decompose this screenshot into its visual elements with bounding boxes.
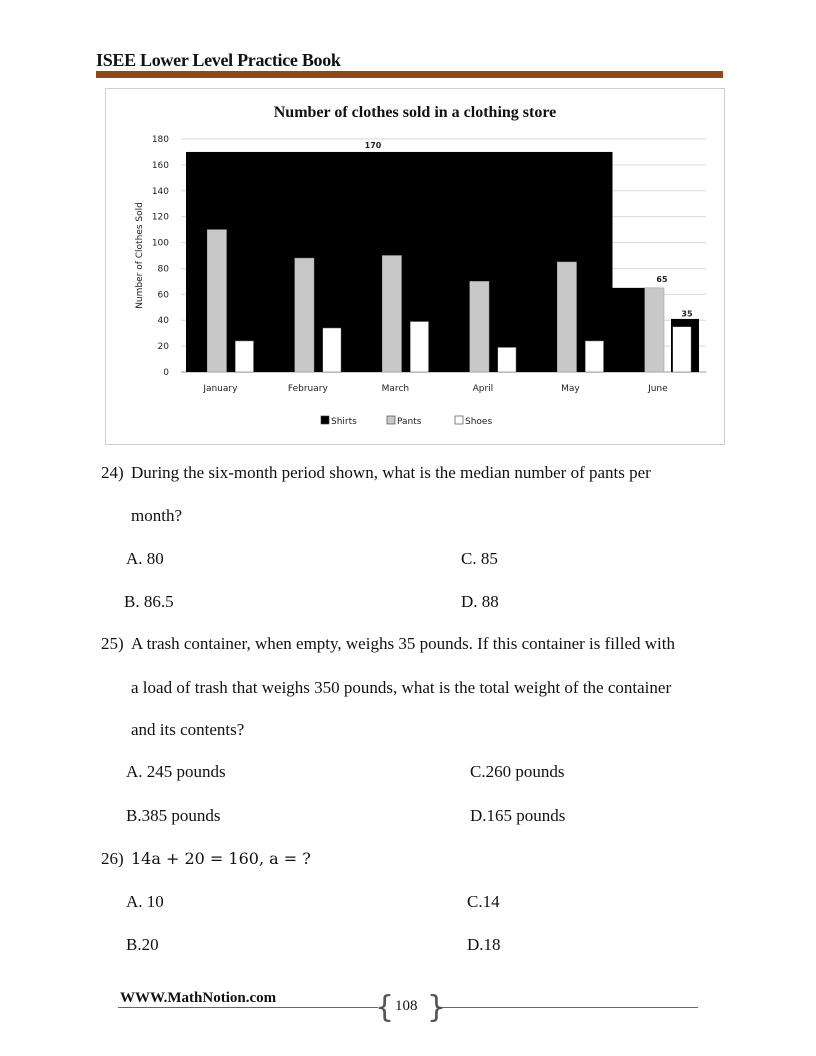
question-24-option-b[interactable]: B. 86.5 bbox=[124, 592, 174, 611]
bar-chart bbox=[105, 88, 725, 445]
question-25-number: 25) bbox=[101, 634, 124, 653]
legend-swatch bbox=[455, 416, 463, 424]
y-tick-label: 180 bbox=[151, 135, 169, 145]
footer-rule-right bbox=[436, 1007, 698, 1008]
question-26-option-c[interactable]: C.14 bbox=[467, 892, 500, 911]
question-26-option-d[interactable]: D.18 bbox=[467, 935, 501, 954]
bar-pants bbox=[470, 281, 489, 372]
legend-swatch bbox=[321, 416, 329, 424]
question-25-option-d[interactable]: D.165 pounds bbox=[470, 806, 566, 825]
bar-shoes bbox=[235, 341, 253, 372]
data-label-june-shirts: 65 bbox=[656, 274, 668, 284]
x-tick-label: June bbox=[648, 384, 668, 394]
page-bracket-left: { bbox=[375, 990, 395, 1025]
x-tick-label: January bbox=[203, 384, 238, 394]
question-25-line3: and its contents? bbox=[131, 720, 245, 739]
legend-label: Pants bbox=[397, 417, 422, 427]
question-24-option-a[interactable]: A. 80 bbox=[126, 549, 164, 568]
x-tick-label: April bbox=[472, 384, 494, 394]
chart-title: Number of clothes sold in a clothing store bbox=[273, 104, 557, 121]
y-tick-label: 0 bbox=[163, 368, 169, 378]
y-axis-title: Number of Clothes Sold bbox=[135, 202, 145, 309]
bar-pants bbox=[207, 230, 226, 372]
bar-shoes bbox=[585, 341, 603, 372]
question-24-option-c[interactable]: C. 85 bbox=[461, 549, 498, 568]
question-26-number: 26) bbox=[101, 849, 124, 868]
question-25-line1: A trash container, when empty, weighs 35 pounds. If this container is filled with bbox=[131, 634, 675, 653]
y-tick-label: 160 bbox=[151, 160, 169, 171]
y-tick-label: 60 bbox=[157, 290, 169, 301]
footer-website: WWW.MathNotion.com bbox=[120, 990, 277, 1006]
legend-label: Shoes bbox=[465, 417, 493, 427]
question-26-equation: 14a + 20 = 160, a = ? bbox=[131, 849, 311, 868]
y-tick-label: 140 bbox=[151, 186, 169, 197]
bar-shoes bbox=[498, 347, 516, 372]
question-24-line1: During the six-month period shown, what is the median number of pants per bbox=[131, 463, 651, 482]
question-26-option-b[interactable]: B.20 bbox=[126, 935, 159, 954]
page-bracket-right: } bbox=[427, 990, 447, 1025]
question-24-option-d[interactable]: D. 88 bbox=[461, 592, 499, 611]
bar-pants bbox=[382, 256, 401, 373]
question-25-option-a[interactable]: A. 245 pounds bbox=[126, 762, 226, 781]
question-25-option-b[interactable]: B.385 pounds bbox=[126, 806, 221, 825]
legend-swatch bbox=[387, 416, 395, 424]
x-tick-label: March bbox=[381, 384, 410, 394]
bar-shoes bbox=[410, 322, 428, 372]
bar-shoes bbox=[323, 328, 341, 372]
y-tick-label: 40 bbox=[157, 316, 169, 327]
data-label-june-shoes: 35 bbox=[681, 309, 693, 319]
bar-pants bbox=[557, 262, 576, 372]
question-26-option-a[interactable]: A. 10 bbox=[126, 892, 164, 911]
bar-pants bbox=[645, 288, 664, 372]
page-header-title: ISEE Lower Level Practice Book bbox=[96, 50, 341, 70]
data-label-shirts: 170 bbox=[364, 140, 382, 150]
chart-svg bbox=[106, 89, 724, 444]
header-rule bbox=[96, 71, 723, 78]
y-tick-label: 120 bbox=[151, 212, 169, 223]
question-25-option-c[interactable]: C.260 pounds bbox=[470, 762, 565, 781]
x-tick-label: February bbox=[287, 384, 328, 394]
bar-pants bbox=[295, 258, 314, 372]
question-24-number: 24) bbox=[101, 463, 124, 482]
x-tick-label: May bbox=[561, 384, 580, 394]
footer-rule-left bbox=[118, 1007, 378, 1008]
y-tick-label: 20 bbox=[157, 342, 169, 353]
y-tick-label: 100 bbox=[151, 238, 169, 249]
question-25-line2: a load of trash that weighs 350 pounds, what is the total weight of the container bbox=[131, 678, 672, 697]
y-tick-label: 80 bbox=[157, 264, 169, 275]
page-number: 108 bbox=[395, 998, 418, 1014]
question-24-line2: month? bbox=[131, 506, 182, 525]
bar-shoes bbox=[673, 327, 691, 372]
legend-label: Shirts bbox=[331, 417, 357, 427]
